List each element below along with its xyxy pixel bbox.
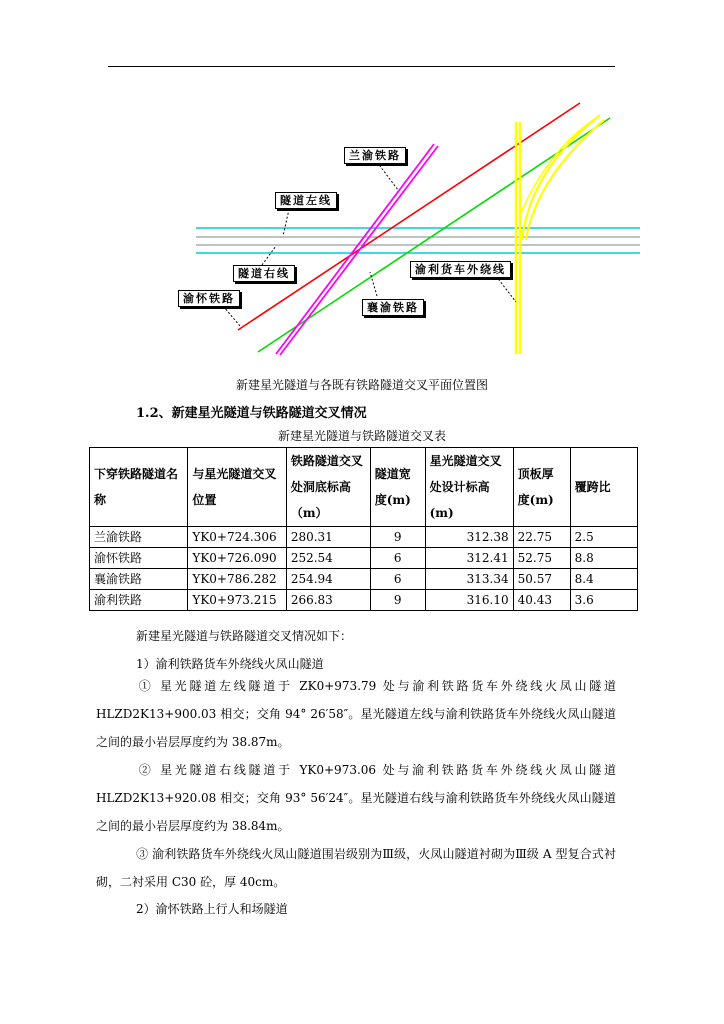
cell-thickness: 22.75	[513, 527, 570, 548]
label-tunnel-right: 隧道右线	[233, 265, 295, 282]
cell-rail-elevation: 280.31	[286, 527, 370, 548]
cell-name: 襄渝铁路	[90, 569, 188, 590]
label-lanyu: 兰渝铁路	[344, 147, 406, 164]
cell-design-elevation: 312.38	[425, 527, 513, 548]
crossing-plan-diagram	[0, 0, 724, 380]
paragraph-1	[96, 672, 616, 756]
table-row	[90, 590, 638, 611]
cell-ratio: 3.6	[570, 590, 637, 611]
paragraph-3	[96, 840, 616, 896]
cell-design-elevation: 313.34	[425, 569, 513, 590]
header-position: 与星光隧道交叉位置	[188, 448, 286, 527]
header-name: 下穿铁路隧道名称	[90, 448, 188, 527]
cell-rail-elevation: 252.54	[286, 548, 370, 569]
table-row	[90, 569, 638, 590]
crossing-table	[89, 447, 638, 611]
cell-rail-elevation: 266.83	[286, 590, 370, 611]
cell-position: YK0+786.282	[188, 569, 286, 590]
cell-ratio: 2.5	[570, 527, 637, 548]
table-title: 新建星光隧道与铁路隧道交叉表	[277, 429, 446, 443]
cell-name: 兰渝铁路	[90, 527, 188, 548]
table-row	[90, 548, 638, 569]
table-row	[90, 527, 638, 548]
paragraph-1-text: ① 星光隧道左线隧道于 ZK0+973.79 处与渝利铁路货车外绕线火凤山隧道 HLZD2K13+900.03 相交；交角 94° 26′58″。星光隧道左线与渝利铁路货车外绕线火凤山隧道之间的最小岩层厚度约为 38.87m。	[96, 679, 616, 749]
item-2-heading: 2）渝怀铁路上行人和场隧道	[136, 902, 288, 916]
item-1-heading: 1）渝利铁路货车外绕线火凤山隧道	[136, 657, 324, 671]
cell-thickness: 40.43	[513, 590, 570, 611]
header-design-elevation: 星光隧道交叉处设计标高(m)	[425, 448, 513, 527]
cell-name: 渝利铁路	[90, 590, 188, 611]
label-xiangyu: 襄渝铁路	[362, 299, 424, 316]
cell-position: YK0+973.215	[188, 590, 286, 611]
label-yuhuai: 渝怀铁路	[178, 290, 240, 307]
lanyu-line-b	[280, 146, 438, 355]
leader-tunnel-left	[283, 205, 290, 236]
cell-thickness: 50.57	[513, 569, 570, 590]
section-heading: 1.2、新建星光隧道与铁路隧道交叉情况	[136, 406, 367, 421]
cell-position: YK0+724.306	[188, 527, 286, 548]
cell-width: 6	[370, 569, 425, 590]
header-thickness: 顶板厚度(m)	[513, 448, 570, 527]
label-yuli: 渝利货车外绕线	[410, 261, 511, 278]
header-rail-elevation: 铁路隧道交叉处洞底标高（m）	[286, 448, 370, 527]
paragraph-3-text: ③ 渝利铁路货车外绕线火凤山隧道围岩级别为Ⅲ级，火凤山隧道衬砌为Ⅲ级 A 型复合式衬砌，二衬采用 C30 砼，厚 40cm。	[96, 847, 616, 889]
header-ratio: 覆跨比	[570, 448, 637, 527]
paragraph-2-text: ② 星光隧道右线隧道于 YK0+973.06 处与渝利铁路货车外绕线火凤山隧道 HLZD2K13+920.08 相交；交角 93° 56′24″。星光隧道右线与渝利铁路货车外绕线火凤山隧道之间的最小岩层厚度约为 38.84m。	[96, 763, 616, 833]
lanyu-line-a	[276, 144, 434, 354]
cell-width: 6	[370, 548, 425, 569]
leader-yuli	[496, 276, 516, 302]
label-tunnel-left: 隧道左线	[275, 192, 337, 209]
cell-name: 渝怀铁路	[90, 548, 188, 569]
leader-tunnel-right	[262, 246, 276, 265]
cell-ratio: 8.4	[570, 569, 637, 590]
header-width: 隧道宽度(m)	[370, 448, 425, 527]
cell-ratio: 8.8	[570, 548, 637, 569]
paragraph-2	[96, 756, 616, 840]
leader-lanyu	[377, 162, 398, 190]
cell-position: YK0+726.090	[188, 548, 286, 569]
cell-width: 9	[370, 590, 425, 611]
cell-width: 9	[370, 527, 425, 548]
cell-design-elevation: 312.41	[425, 548, 513, 569]
yuhuai-line	[238, 103, 580, 330]
figure-caption: 新建星光隧道与各既有铁路隧道交叉平面位置图	[235, 378, 488, 392]
cell-thickness: 52.75	[513, 548, 570, 569]
cell-design-elevation: 316.10	[425, 590, 513, 611]
table-header-row	[90, 448, 638, 527]
body-intro: 新建星光隧道与铁路隧道交叉情况如下：	[136, 629, 353, 643]
cell-rail-elevation: 254.94	[286, 569, 370, 590]
